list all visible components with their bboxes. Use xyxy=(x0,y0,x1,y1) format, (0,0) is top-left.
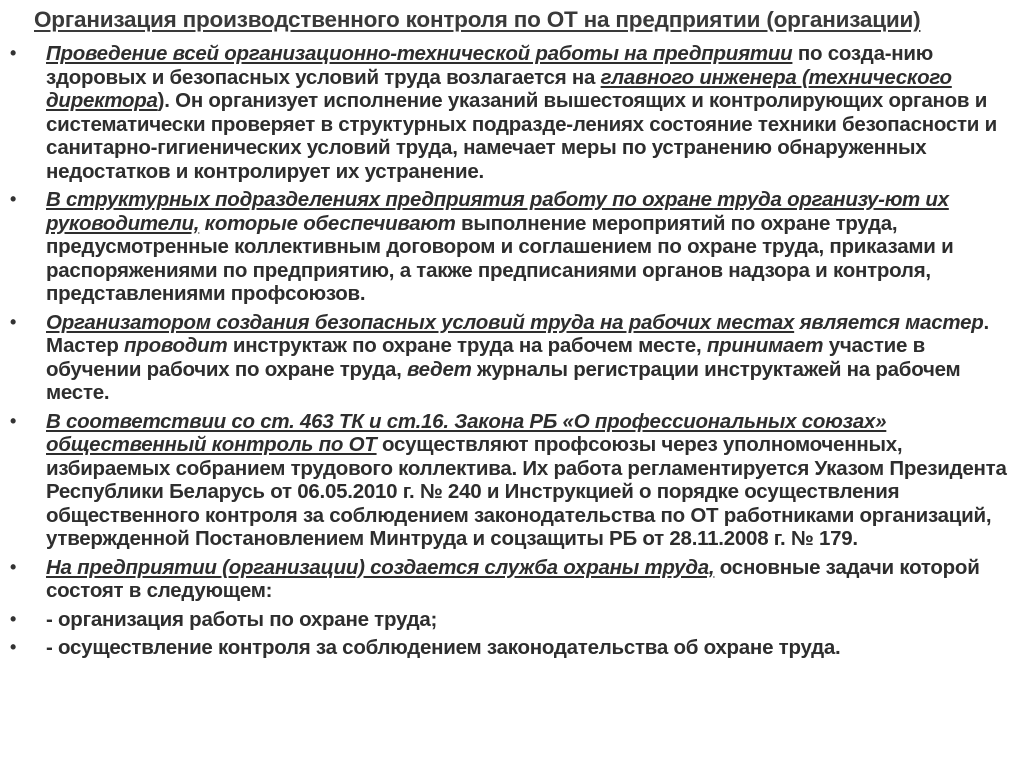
list-item-text: В соответствии со ст. 463 ТК и ст.16. Закона РБ «О профессиональных союзах» общественный контроль по ОТ xyxy=(46,409,887,456)
list-item-text: Организатором создания безопасных условий труда на рабочих местах xyxy=(46,310,795,334)
list-item-text: - осуществление контроля за соблюдением законодательства об охране труда. xyxy=(46,636,841,659)
list-item xyxy=(10,310,1014,405)
list-item-text: участие в обучении рабочих по охране труда, xyxy=(46,334,925,381)
list-item-text: В структурных подразделениях предприятия работу по охране труда организу-ют их руководители, xyxy=(46,188,949,235)
list-item-text: главного инженера (технического директора xyxy=(46,65,952,112)
bullet-icon: • xyxy=(10,189,17,209)
list-item xyxy=(10,409,1014,551)
list-item-text: которые обеспечивают xyxy=(199,211,456,235)
list-item-text: основные задачи которой состоят в следующем: xyxy=(46,555,980,602)
bullet-icon: • xyxy=(10,637,17,657)
list-item xyxy=(10,636,1014,660)
bullet-icon: • xyxy=(10,410,17,431)
list-item-text: Проведение всей организационно-технической работы на предприятии xyxy=(46,42,793,65)
list-item-text: ). Он организует исполнение указаний вышестоящих и контролирующих органов и систематически проверяет в структурных подразде-лениях состояние техники безопасности и санитарно-гигиенических условий труда, намечает меры по устранению обнаруженных недостатков и контролирует их устранение. xyxy=(46,89,997,183)
bullet-list xyxy=(10,42,1014,660)
list-item-text: осуществляют профсоюзы через уполномоченных, избираемых собранием трудового коллектива. Их работа регламентируется Указом Президента Республики Беларусь от 06.05.2010 г. № 240 и Инструкцией о порядке осуществления общественного контроля за соблюдением законодательства по ОТ работниками организаций, утвержденной Постановлением Минтруда и соцзащиты РБ от 28.11.2008 г. № 179. xyxy=(46,433,1007,550)
bullet-icon: • xyxy=(10,311,17,332)
list-item-text: На предприятии (организации) создается служба охраны труда, xyxy=(46,555,715,579)
bullet-icon: • xyxy=(10,556,17,577)
list-item-text: проводит xyxy=(124,334,228,357)
list-item-text: - организация работы по охране труда; xyxy=(46,607,438,631)
page-title: Организация производственного контроля по ОТ на предприятии (организации) xyxy=(34,7,921,32)
list-item xyxy=(10,607,1014,632)
list-item-text: является мастер xyxy=(794,310,984,334)
list-item xyxy=(10,42,1014,183)
bullet-icon: • xyxy=(10,608,17,629)
list-item xyxy=(10,555,1014,603)
list-item-text: инструктаж по охране труда на рабочем месте, xyxy=(227,334,707,357)
list-item xyxy=(10,188,1014,306)
list-item-text: по созда-нию здоровых и безопасных условий труда возлагается на xyxy=(46,42,934,89)
list-item-text: журналы регистрации инструктажей на рабочем месте. xyxy=(46,357,961,404)
list-item-text: . Мастер xyxy=(46,310,989,357)
list-item-text: принимает xyxy=(706,334,824,357)
list-item-text: ведет xyxy=(407,357,472,381)
bullet-icon: • xyxy=(10,43,17,63)
list-item-text: выполнение мероприятий по охране труда, предусмотренные коллективным договором и соглашением по охране труда, приказами и распоряжениями по предприятию, а также предписаниями органов надзора и контроля, представлениями профсоюзов. xyxy=(46,211,954,305)
